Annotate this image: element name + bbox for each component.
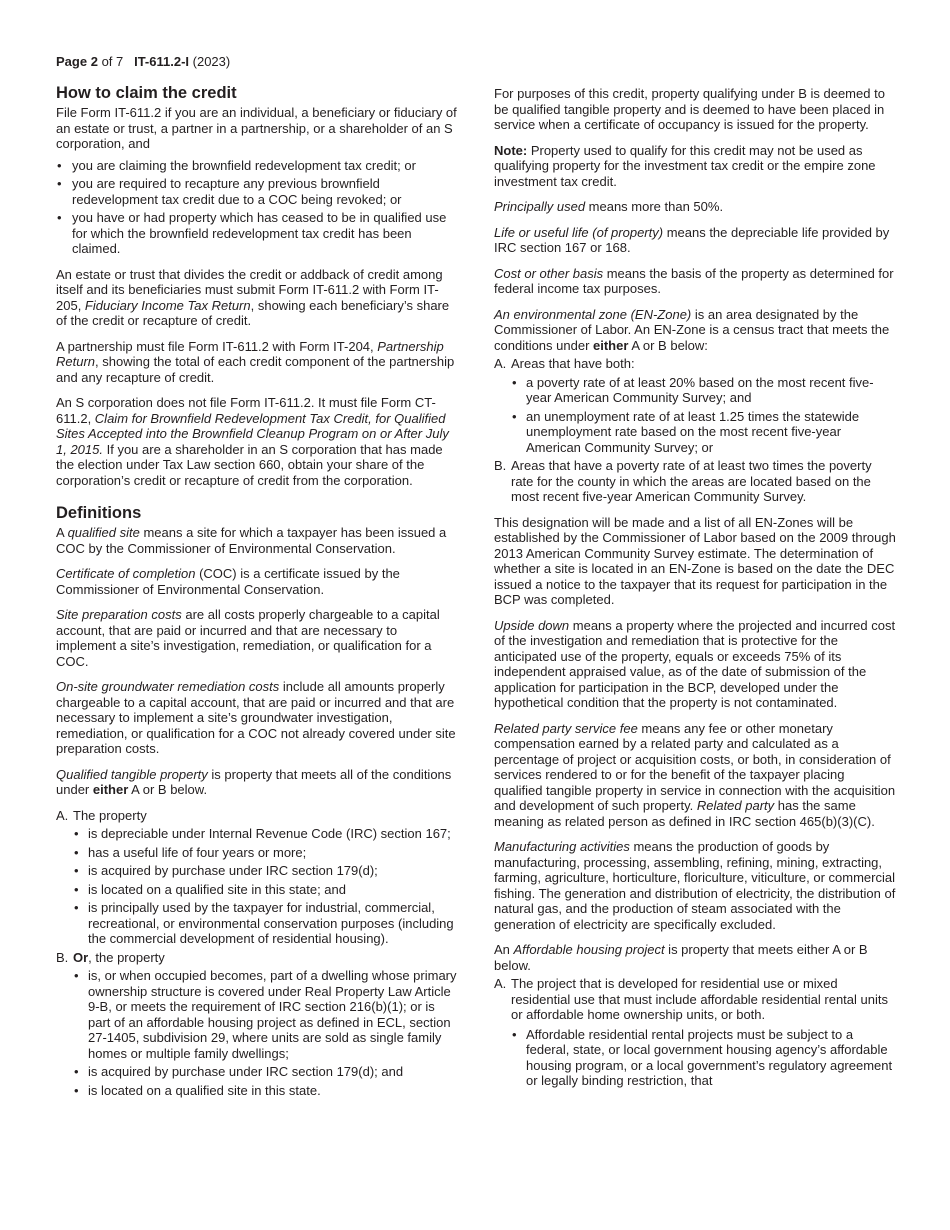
file-conditions-list (56, 158, 458, 257)
def-affordable-housing: An Affordable housing project is property that meets either A or B below. (494, 942, 868, 973)
en-condition-b: B. Areas that have a poverty rate of at least two times the poverty rate for the county in which the areas are located based on the most recent five-year American Community Survey. (494, 458, 872, 504)
list-item: • is located on a qualified site in this state; and (56, 882, 458, 898)
list-item: • you are required to recapture any previous brownfield redevelopment tax credit due to a COC being revoked; or (56, 176, 458, 207)
para-estate-trust: An estate or trust that divides the credit or addback of credit among itself and its beneficiaries must submit Form IT-611.2 with Form IT-205, Fiduciary Income Tax Return, showing each beneficiary’s share of the credit or recapture of credit. (56, 266, 450, 328)
qtp-b-list (56, 968, 458, 1098)
list-item: • is acquired by purchase under IRC section 179(d); and (56, 1064, 458, 1080)
note: Note: Property used to qualify for this credit may not be used as qualifying property for the investment tax credit or the empire zone investment tax credit. (494, 142, 876, 189)
def-groundwater-remediation: On-site groundwater remediation costs include all amounts properly chargeable to a capital account, that are paid or incurred and that are necessary to implement a site’s groundwater investigation, remediation, or qualification for a COC not already covered under site preparation costs. (56, 679, 456, 756)
ahp-a-list (494, 1027, 896, 1089)
list-item: • is depreciable under Internal Revenue Code (IRC) section 167; (56, 826, 458, 842)
qtp-a-list (56, 826, 458, 947)
qtp-condition-a: A. The property (56, 807, 147, 823)
para-en-zone-designation: This designation will be made and a list of all EN-Zones will be established by the Commissioner of Labor based on the 2009 through 2013 American Community Survey estimate. The determination of whether a site is located in an EN-Zone is based on the date the DEC issued a notice to the taxpayer that its request for participation in the BCP was completed. (494, 514, 896, 607)
def-useful-life: Life or useful life (of property) means the depreciable life provided by IRC section 167 or 168. (494, 224, 890, 255)
def-qualified-tangible-property: Qualified tangible property is property that meets all of the conditions under either A or B below. (56, 766, 452, 797)
list-item: • is acquired by purchase under IRC section 179(d); (56, 863, 458, 879)
def-qualified-site: A qualified site means a site for which a taxpayer has been issued a COC by the Commissioner of Environmental Conservation. (56, 525, 447, 556)
list-item: • an unemployment rate of at least 1.25 times the statewide unemployment rate based on the most recent five-year American Community Survey; or (494, 409, 896, 456)
ahp-conditions (494, 976, 896, 1089)
list-item: • is, or when occupied becomes, part of a dwelling whose primary ownership structure is covered under Real Property Law Article 9-B, or meets the requirement of IRC section 216(b)(1); or is part of an affordable housing project as defined in ECL, section 27-1405, subdivision 29, where units are sold as single family homes or multiple family dwellings; (56, 968, 458, 1061)
en-a-list (494, 375, 896, 456)
heading-how-to-claim: How to claim the credit (56, 84, 237, 102)
list-item: • Affordable residential rental projects must be subject to a federal, state, or local government housing agency’s affordable housing program, or a local government’s regulatory agreement or legally binding restriction, that (494, 1027, 896, 1089)
def-certificate-of-completion: Certificate of completion (COC) is a certificate issued by the Commissioner of Environmental Conservation. (56, 566, 400, 597)
def-related-party-fee: Related party service fee means any fee or other monetary compensation earned by a related party and calculated as a percentage of project or acquisition costs, or both, in consideration of services rendered to or for the benefit of the taxpayer placing qualified tangible property in service in connection with the acquisition and development of such property. Related party has the same meaning as related person as defined in IRC section 465(b)(3)(C). (494, 720, 896, 829)
def-cost-basis: Cost or other basis means the basis of the property as determined for federal income tax purposes. (494, 265, 894, 296)
right-column (494, 86, 896, 1099)
def-manufacturing-activities: Manufacturing activities means the production of goods by manufacturing, processing, assembling, refining, mining, extracting, farming, agriculture, horticulture, floriculture, viticulture, or commercial fishing. The generation and distribution of electricity, the distribution of natural gas, and the production of steam associated with the generation of electricity are specifically excluded. (494, 839, 896, 932)
list-item: • a poverty rate of at least 20% based on the most recent five-year American Community Survey; and (494, 375, 896, 406)
list-item: • you are claiming the brownfield redevelopment tax credit; or (56, 158, 458, 174)
form-year: (2023) (192, 54, 231, 69)
left-column (56, 84, 458, 1108)
para-s-corporation: An S corporation does not file Form IT-611.2. It must file Form CT-611.2, Claim for Brownfield Redevelopment Tax Credit, for Qualified Sites Accepted into the Brownfield Cleanup Program on or After July 1, 2015. If you are a shareholder in an S corporation that has made the election under Tax Law section 660, obtain your share of the corporation’s credit or recapture of credit from the corporation. (56, 395, 449, 488)
en-condition-a: A. Areas that have both: (494, 356, 635, 371)
list-item: • you have or had property which has ceased to be in qualified use for which the brownfield redevelopment tax credit has been claimed. (56, 210, 458, 257)
page-number: 2 (90, 54, 98, 69)
def-principally-used: Principally used means more than 50%. (494, 199, 724, 214)
def-en-zone: An environmental zone (EN-Zone) is an area designated by the Commissioner of Labor. An EN-Zone is a census tract that meets the conditions under either A or B below: (494, 306, 890, 353)
page-header (56, 54, 230, 70)
qtp-condition-b: B. Or, the property (56, 949, 165, 965)
en-zone-conditions (494, 356, 896, 505)
para-partnership: A partnership must file Form IT-611.2 with Form IT-204, Partnership Return, showing the total of each credit component of the partnership and any recapture of credit. (56, 338, 455, 385)
qtp-conditions (56, 808, 458, 1099)
page-word: Page (56, 54, 88, 69)
para-who-files: File Form IT-611.2 if you are an individual, a beneficiary or fiduciary of an estate or trust, a partner in a partnership, or a shareholder of an S corporation, and (56, 105, 457, 151)
def-upside-down: Upside down means a property where the projected and incurred cost of the investigation and remediation that is protective for the anticipated use of the property, equals or exceeds 75% of its independent appraised value, as of the date of submission of the application for participation in the BCP, developed under the hypothetical condition that the property is not contaminated. (494, 617, 896, 710)
list-item: • is principally used by the taxpayer for industrial, commercial, recreational, or environmental conservation purposes (including the commercial development of residential housing). (56, 900, 458, 947)
list-item: • has a useful life of four years or more; (56, 845, 458, 861)
list-item: • is located on a qualified site in this state. (56, 1083, 458, 1099)
para-property-b-purposes: For purposes of this credit, property qualifying under B is deemed to be qualified tangible property and is deemed to have been placed in service when a certificate of occupancy is issued for the property. (494, 86, 885, 132)
heading-definitions: Definitions (56, 504, 142, 522)
ahp-condition-a: A. The project that is developed for residential use or mixed residential use that must include affordable residential rental units or affordable home ownership units, or both. (494, 976, 888, 1022)
page-total: of 7 (101, 54, 124, 69)
form-id: IT-611.2-I (134, 54, 190, 69)
def-site-preparation-costs: Site preparation costs are all costs properly chargeable to a capital account, that are paid or incurred and that are necessary to implement a site’s investigation, remediation, or qualification for a COC. (56, 607, 440, 669)
